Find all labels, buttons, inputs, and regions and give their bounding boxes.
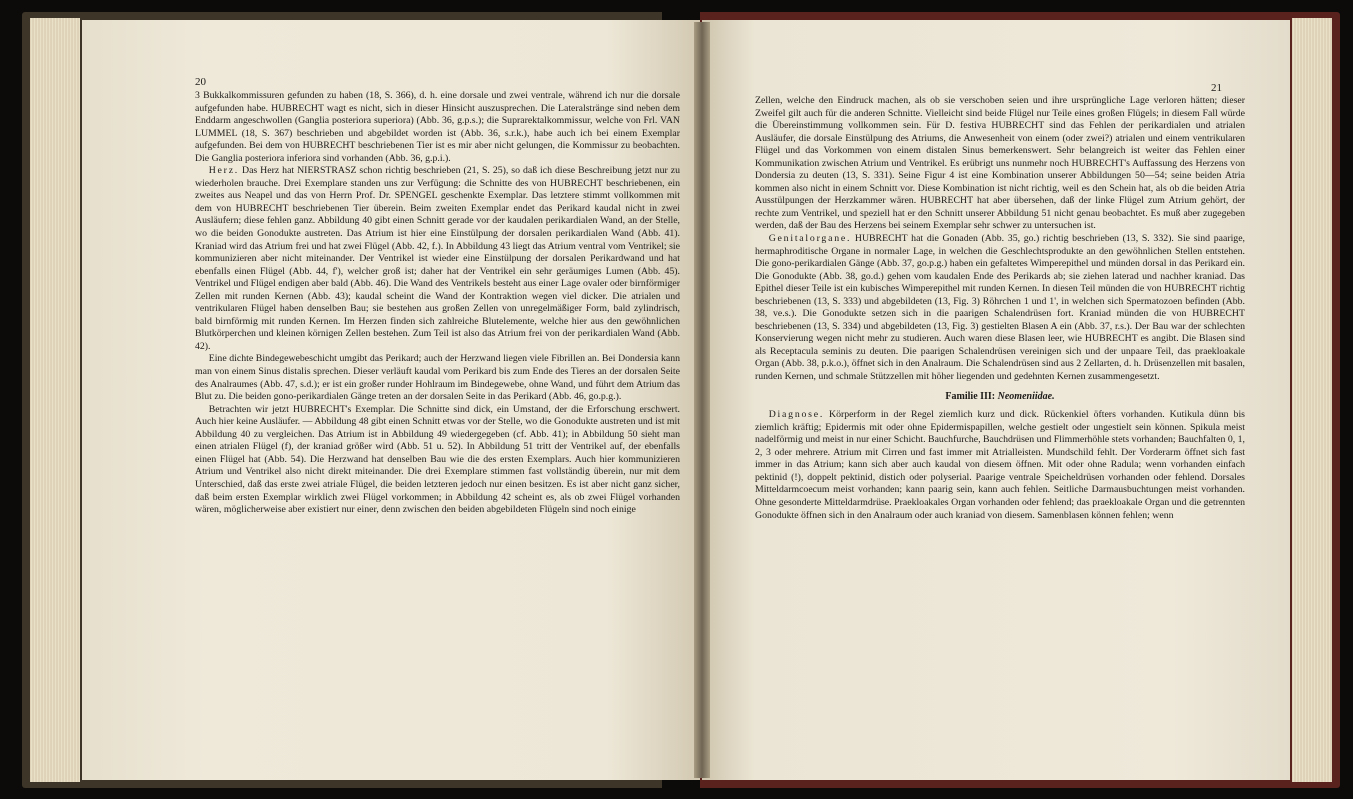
open-book xyxy=(22,12,1340,792)
paragraph: Diagnose. Körperform in der Regel ziemlich kurz und dick. Rückenkiel öfters vorhanden. Kutikula dünn bis ziemlich kräftig; Epidermis mit oder ohne Epidermispapillen, welche gestielt oder ungestielt sein können. Spikula meist nadelförmig und meist in nur einer Schicht. Bauchfurche, Bauchdrüsen und Flimmerhöhle stets vorhanden; Bauchfalten 0, 1, 2, 3 oder mehrere. Atrium mit Cirren und fast immer mit Atrialleisten. Mundschild fehlt. Der Vorderarm öffnet sich fast immer in das Atrium; kann sich aber auch kaudal von diesem öffnen. Mit oder ohne Radula; wenn vorhanden einfach pektinid (!), doppelt pektinid, distich oder polyserial. Paarige ventrale Speicheldrüsen vorhanden oder fehlend. Dorsales Mitteldarmcoecum meist vorhanden; kann paarig sein, kann auch fehlen. Seitliche Darmausbuchtungen meist vorhanden. Ohne gesonderte Mitteldarmdrüse. Praekloakales Organ vorhanden oder fehlend; das praekloakale Organ und die getrennten Gonodukte öffnen sich in den Analraum oder auch kraniad von diesem. Samenblasen können fehlen; wenn xyxy=(755,409,1245,521)
page-number-right: 21 xyxy=(1211,82,1222,94)
left-page-text xyxy=(195,90,680,517)
section-lead-herz: Herz. xyxy=(208,165,240,177)
book-gutter xyxy=(694,22,710,778)
right-page xyxy=(702,20,1290,780)
paragraph: 3 Bukkalkommissuren gefunden zu haben (18, S. 366), d. h. eine dorsale und zwei ventrale, während ich nur die dorsale aufgefunden habe. HUBRECHT wagt es nicht, sich in dieser Hinsicht auszusprechen. Die Lateralstränge sind neben dem Enddarm angeschwollen (Ganglia posteriora superiora) (Abb. 36, g.p.s.); die Suprarektalkommissur, welche von Frl. VAN LUMMEL (18, S. 367) beschrieben und abgebildet worden ist (Abb. 36, s.r.k.), habe auch ich bei einem Exemplar aufgefunden. Bei dem von HUBRECHT beschriebenen Tier ist es mir aber nicht gelungen, die Kommissur zu beobachten. Die Ganglia posteriora inferiora sind vorhanden (Abb. 36, g.p.i.). xyxy=(195,90,680,164)
paragraph: Betrachten wir jetzt HUBRECHT's Exemplar. Die Schnitte sind dick, ein Umstand, der die Erforschung erschwert. Auch hier keine Ausläufer. — Abbildung 48 gibt einen Schnitt etwas vor der Stelle, wo die Gonodukte austreten und ist mit Abbildung 40 zu vergleichen. Das Atrium ist in Abbildung 49 wiedergegeben (cf. Abb. 41); in Abbildung 50 sieht man einen atrialen Flügel (f), der kraniad größer wird (Abb. 51 u. 52). In Abbildung 51 tritt der Ventrikel auf, der ebenfalls einen Flügel hat (Abb. 54). Die Herzwand hat denselben Bau wie die des ersten Exemplars. Auch hier kommunizieren Atrium und Ventrikel also nicht direkt miteinander. Die drei Exemplare stimmen fast vollständig überein, nur mit dem Unterschied, daß das erste zwei atriale Flügel, die beiden letzteren jedoch nur einen besitzen. Es ist aber nicht ganz sicher, daß beim ersten Exemplar wirklich zwei Flügel vorkommen; in Abbildung 42 scheint es, als ob zwei Flügel vorhanden wären, möglicherweise aber existiert nur einer, denn zwischen den beiden abgebildeten Flügeln sind noch einige xyxy=(195,403,680,516)
section-lead-diagnose: Diagnose. xyxy=(768,409,825,421)
right-page-text xyxy=(755,95,1245,522)
paragraph: Zellen, welche den Eindruck machen, als ob sie verschoben seien und ihre ursprüngliche Lage verloren hätten; dieser Zweifel gilt auch für die anderen Schnitte. Vielleicht sind beide Flügel nur Teile eines großen Flügels; in diesem Fall würde die Übereinstimmung vollkommen sein. Für D. festiva HUBRECHT sind das Fehlen der perikardialen und atrialen Ausläufer, die dorsale Einstülpung des Atriums, die Anwesenheit von einem (oder zwei?) atrialen und einem ventrikularen Flügel und das Vorkommen von einem distalen Sinus bemerkenswert. Sehr belangreich ist weiter das Fehlen einer Kommunikation zwischen Atrium und Ventrikel. Es erübrigt uns nunmehr noch HUBRECHT's Auffassung des Herzens von Dondersia zu deuten (13, S. 331). Seine Figur 4 ist eine Kombination unserer Abbildungen 50—54; seine beiden Atria kommen also nicht in einem Schnitt vor. Diese Kombination ist nicht richtig, weil es den Schein hat, als ob die beiden Atria Ausstülpungen der Herzkammer wären. HUBRECHT hat aber übersehen, daß der linke Flügel zum Atrium gehört, der rechte zum Ventrikel, und speziell hat er den Schnitt unserer Abbildung 51 nicht genau beobachtet. Es muß aber zugegeben werden, daß der Bau des Herzens bei seinem Exemplar sehr schwer zu untersuchen ist. xyxy=(755,95,1245,232)
paragraph: Herz. Das Herz hat NIERSTRASZ schon richtig beschrieben (21, S. 25), so daß ich diese Beschreibung jetzt nur zu wiederholen brauche. Drei Exemplare standen uns zur Verfügung: die Schnitte des von HUBRECHT beschriebenen, ein zweites aus Neapel und das von Herrn Prof. Dr. SPENGEL geschenkte Exemplar. Das letztere stimmt vollkommen mit dem von HUBRECHT beschriebenen Tier überein. Beim zweiten Exemplar endet das Perikard kaudal nicht in zwei Ausläufern; diese fehlen ganz. Abbildung 40 gibt einen Schnitt gerade vor der kaudalen perikardialen Wand, an der Stelle, wo die beiden Gonodukte austreten. Das Atrium ist hier eine Einstülpung der dorsalen perikardialen Wand (Abb. 41). Kraniad wird das Atrium frei und hat zwei Flügel (Abb. 42, f.). In Abbildung 43 liegt das Atrium ventral vom Ventrikel; sie kommunizieren aber nicht miteinander. Der Ventrikel ist wieder eine Einstülpung der dorsalen Perikardwand und hat ebenfalls einen Flügel (Abb. 44, f'), welcher groß ist; daher hat der Ventrikel ein sehr geräumiges Lumen (Abb. 45). Ventrikel und Flügel endigen aber bald (Abb. 46). Die Wand des Ventrikels besteht aus einer Lage ovaler oder birnförmiger Zellen mit runden Kernen (Abb. 43); kaudal scheint die Wand der Kontraktion wegen viel dicker. Die atrialen und ventrikularen Flügel haben denselben Bau; sie bestehen aus großen Zellen von unregelmäßiger Form, bald zylindrisch, bald birnförmig mit runden Kernen. Im Herzen finden sich zahlreiche Blutelemente, welche hier aus den gewöhnlichen Blutkörperchen und kleinen körnigen Zellen bestehen. Zum Teil ist also das Atrium frei von der perikardialen Wand (Abb. 42). xyxy=(195,165,680,352)
left-page xyxy=(82,20,700,780)
page-edges-left xyxy=(30,18,80,782)
page-number-left: 20 xyxy=(195,76,206,88)
paragraph: Eine dichte Bindegewebeschicht umgibt das Perikard; auch der Herzwand liegen viele Fibrillen an. Bei Dondersia kann man von einem Sinus distalis sprechen. Dieser verläuft kaudal vom Perikard bis zum Ende des Tieres an der dorsalen Seite des Analraumes (Abb. 47, s.d.); er ist ein großer runder Hohlraum im Bindegewebe, ohne Wand, und führt dem Atrium das Blut zu. Die beiden gono-perikardialen Gänge treten an der dorsalen Seite in das Perikard (Abb. 46, go.p.g.). xyxy=(195,353,680,403)
paragraph: Genitalorgane. HUBRECHT hat die Gonaden (Abb. 35, go.) richtig beschrieben (13, S. 332). Sie sind paarige, hermaphroditische Organe in normaler Lage, in welchen die Geschlechtsprodukte an den gewöhnlichen Stellen entstehen. Die gono-perikardialen Gänge (Abb. 37, go.p.g.) haben ein gefaltetes Wimperepithel und münden dorsal in das Perikard ein. Die Gonodukte (Abb. 38, go.d.) gehen vom kaudalen Ende des Perikards ab; sie ziehen laterad und nachher kraniad. Das Epithel dieser Teile ist ein kubisches Wimperepithel mit runden Kernen. In diesen Teil münden die von HUBRECHT richtig beschriebenen (13, S. 333) und abgebildeten (13, Fig. 3) Röhrchen 1 und 1', in welchen sich Spermatozoen befinden (Abb. 38, ve.s.). Die Gonodukte setzen sich in die paarigen Schalendrüsen fort. Kraniad münden die von HUBRECHT beschriebenen (13, S. 334) und abgebildeten (13, Fig. 3) gestielten Blasen A ein (Abb. 37, r.s.). Der Bau war der schlechten Konservierung wegen nicht mehr zu studieren. Auch waren diese Blasen leer, wie HUBRECHT es angibt. Die Blasen sind als Receptacula seminis zu deuten. Die paarigen Schalendrüsen vereinigen sich und der unpaare Teil, das praekloakale Organ (Abb. 38, p.k.o.), öffnet sich in den Analraum. Die Schalendrüsen sind aus 2 Zellarten, d. h. Drüsenzellen mit basalen, runden Kernen, und schmale Stützzellen mit höher liegenden und gedehnten Kernen zusammengesetzt. xyxy=(755,233,1245,383)
section-heading-family: Familie III: Neomeniidae. xyxy=(945,390,1055,402)
page-edges-right xyxy=(1292,18,1332,782)
section-lead-genitalorgane: Genitalorgane. xyxy=(768,233,852,245)
